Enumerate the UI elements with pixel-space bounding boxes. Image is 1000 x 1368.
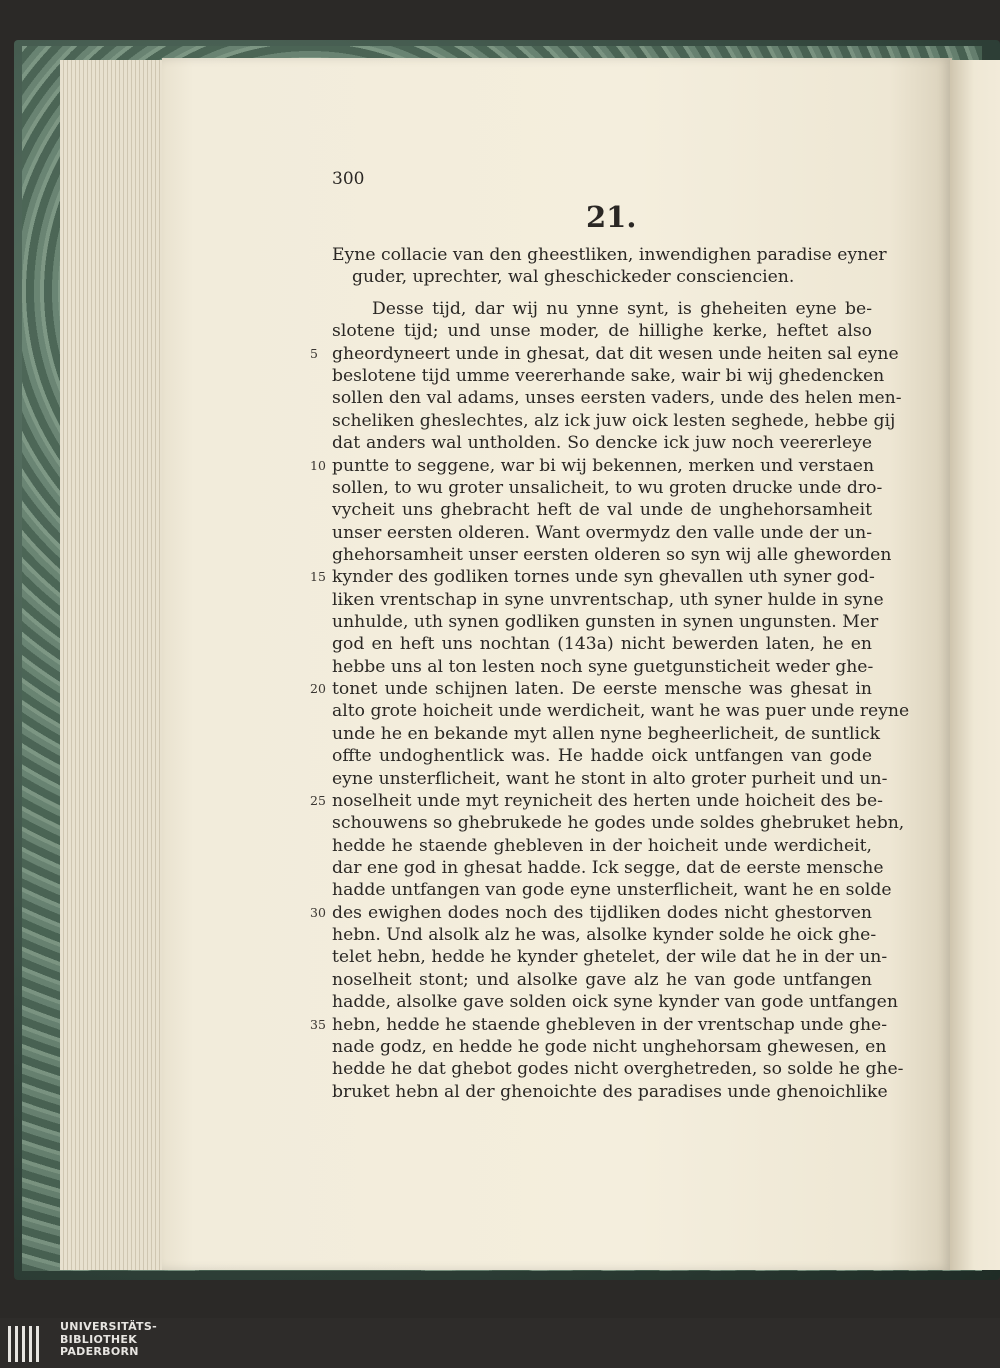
line-text: hadde untfangen van gode eyne unsterflicheit, want he en solde bbox=[332, 880, 892, 901]
line-text: schouwens so ghebrukede he godes unde soldes ghebruket hebn, bbox=[332, 813, 905, 834]
line-text: dar ene god in ghesat hadde. Ick segge, dat de eerste mensche bbox=[332, 857, 884, 878]
line-text: hedde he staende ghebleven in der hoicheit unde werdicheit, bbox=[332, 835, 872, 856]
line-text: unhulde, uth synen godliken gunsten in synen ungunsten. Mer bbox=[332, 612, 879, 633]
logo-line: UNIVERSITÄTS- bbox=[60, 1320, 157, 1333]
line-text: noselheit stont; und alsolke gave alz he van gode untfangen bbox=[332, 969, 872, 990]
text-line bbox=[332, 656, 872, 678]
line-number: 35 bbox=[310, 1016, 326, 1032]
text-line bbox=[332, 298, 872, 320]
text-line bbox=[310, 455, 875, 477]
body-text bbox=[310, 298, 910, 1103]
chapter-number: 21. bbox=[586, 200, 637, 234]
line-text: hebn, hedde he staende ghebleven in der vrentschap unde ghe- bbox=[332, 1014, 888, 1035]
text-line bbox=[332, 365, 885, 387]
text-line bbox=[310, 678, 872, 700]
line-text: unde he en bekande myt allen nyne begheerlicheit, de suntlick bbox=[332, 723, 881, 744]
text-line bbox=[332, 723, 881, 745]
text-line bbox=[332, 700, 910, 722]
line-text: tonet unde schijnen laten. De eerste mensche was ghesat in bbox=[332, 679, 872, 700]
text-line bbox=[332, 924, 877, 946]
text-line bbox=[332, 857, 884, 879]
heading-line: guder, uprechter, wal gheschickeder consciencien. bbox=[352, 267, 795, 287]
line-text: eyne unsterflicheit, want he stont in alto groter purheit und un- bbox=[332, 768, 888, 789]
text-line bbox=[310, 343, 899, 365]
text-line bbox=[332, 544, 892, 566]
line-text: alto grote hoicheit unde werdicheit, want he was puer unde reyne bbox=[332, 701, 910, 722]
text-line bbox=[332, 432, 872, 454]
text-line bbox=[332, 768, 888, 790]
line-text: bruket hebn al der ghenoichte des paradises unde ghenoichlike bbox=[332, 1081, 888, 1102]
line-text: dat anders wal untholden. So dencke ick juw noch veererleye bbox=[332, 433, 872, 454]
text-line bbox=[332, 499, 872, 521]
text-line bbox=[332, 1081, 888, 1103]
text-line bbox=[332, 477, 883, 499]
line-number: 30 bbox=[310, 904, 326, 920]
text-line bbox=[332, 611, 879, 633]
text-line bbox=[332, 387, 902, 409]
line-text: vycheit uns ghebracht heft de val unde de unghehorsamheit bbox=[332, 500, 872, 521]
text-line bbox=[332, 320, 872, 342]
line-text: god en heft uns nochtan (143a) nicht bewerden laten, he en bbox=[332, 634, 872, 655]
text-line bbox=[310, 902, 872, 924]
text-line bbox=[332, 633, 872, 655]
line-number: 15 bbox=[310, 569, 326, 585]
line-text: offte undoghentlick was. He hadde oick untfangen van gode bbox=[332, 746, 872, 767]
line-text: gheordyneert unde in ghesat, dat dit wesen unde heiten sal eyne bbox=[332, 343, 899, 364]
text-line bbox=[310, 566, 875, 588]
library-logo-text bbox=[60, 1321, 157, 1359]
logo-line: BIBLIOTHEK bbox=[60, 1332, 138, 1346]
line-text: des ewighen dodes noch des tijdliken dodes nicht ghestorven bbox=[332, 902, 872, 923]
line-text: beslotene tijd umme veererhande sake, wair bi wij ghedencken bbox=[332, 366, 885, 387]
line-text: telet hebn, hedde he kynder ghetelet, der wile dat he in der un- bbox=[332, 947, 888, 968]
text-line bbox=[332, 969, 872, 991]
library-footer bbox=[0, 1318, 1000, 1368]
line-text: sollen den val adams, unses eersten vaders, unde des helen men- bbox=[332, 388, 902, 409]
text-line bbox=[332, 745, 872, 767]
text-line bbox=[332, 410, 896, 432]
text-line bbox=[332, 1036, 887, 1058]
line-number: 20 bbox=[310, 681, 326, 697]
line-text: Desse tijd, dar wij nu ynne synt, is gheheiten eyne be- bbox=[372, 299, 872, 319]
logo-line: PADERBORN bbox=[60, 1345, 139, 1358]
chapter-heading bbox=[332, 244, 887, 288]
heading-line: Eyne collacie van den gheestliken, inwendighen paradise eyner bbox=[332, 245, 887, 265]
line-number: 25 bbox=[310, 792, 326, 808]
line-text: scheliken gheslechtes, alz ick juw oick lesten seghede, hebbe gij bbox=[332, 410, 896, 431]
text-line bbox=[310, 1014, 888, 1036]
text-line bbox=[332, 589, 884, 611]
page-number: 300 bbox=[332, 169, 365, 189]
library-logo-icon bbox=[8, 1326, 48, 1362]
line-text: sollen, to wu groter unsalicheit, to wu groten drucke unde dro- bbox=[332, 477, 883, 498]
text-line bbox=[332, 946, 888, 968]
line-text: hebn. Und alsolk alz he was, alsolke kynder solde he oick ghe- bbox=[332, 925, 877, 946]
line-number: 10 bbox=[310, 457, 326, 473]
line-text: slotene tijd; und unse moder, de hillighe kerke, heftet also bbox=[332, 321, 872, 342]
text-line bbox=[332, 1058, 904, 1080]
line-text: kynder des godliken tornes unde syn ghevallen uth syner god- bbox=[332, 567, 875, 588]
facing-page-edge bbox=[950, 60, 1000, 1270]
line-text: hebbe uns al ton lesten noch syne guetgunsticheit weder ghe- bbox=[332, 656, 874, 677]
text-line bbox=[332, 991, 898, 1013]
line-text: unser eersten olderen. Want overmydz den valle unde der un- bbox=[332, 522, 872, 543]
text-line bbox=[332, 522, 872, 544]
line-text: noselheit unde myt reynicheit des herten unde hoicheit des be- bbox=[332, 790, 883, 811]
text-line bbox=[332, 812, 905, 834]
line-text: nade godz, en hedde he gode nicht unghehorsam ghewesen, en bbox=[332, 1036, 887, 1057]
line-text: ghehorsamheit unser eersten olderen so syn wij alle gheworden bbox=[332, 544, 892, 565]
line-text: hedde he dat ghebot godes nicht overghetreden, so solde he ghe- bbox=[332, 1059, 904, 1080]
line-text: liken vrentschap in syne unvrentschap, uth syner hulde in syne bbox=[332, 589, 884, 610]
text-line bbox=[332, 879, 892, 901]
page-edges bbox=[60, 60, 169, 1270]
text-line bbox=[332, 835, 872, 857]
line-text: hadde, alsolke gave solden oick syne kynder van gode untfangen bbox=[332, 992, 898, 1013]
line-number: 5 bbox=[310, 345, 318, 361]
line-text: puntte to seggene, war bi wij bekennen, merken und verstaen bbox=[332, 455, 875, 476]
text-line bbox=[310, 790, 883, 812]
